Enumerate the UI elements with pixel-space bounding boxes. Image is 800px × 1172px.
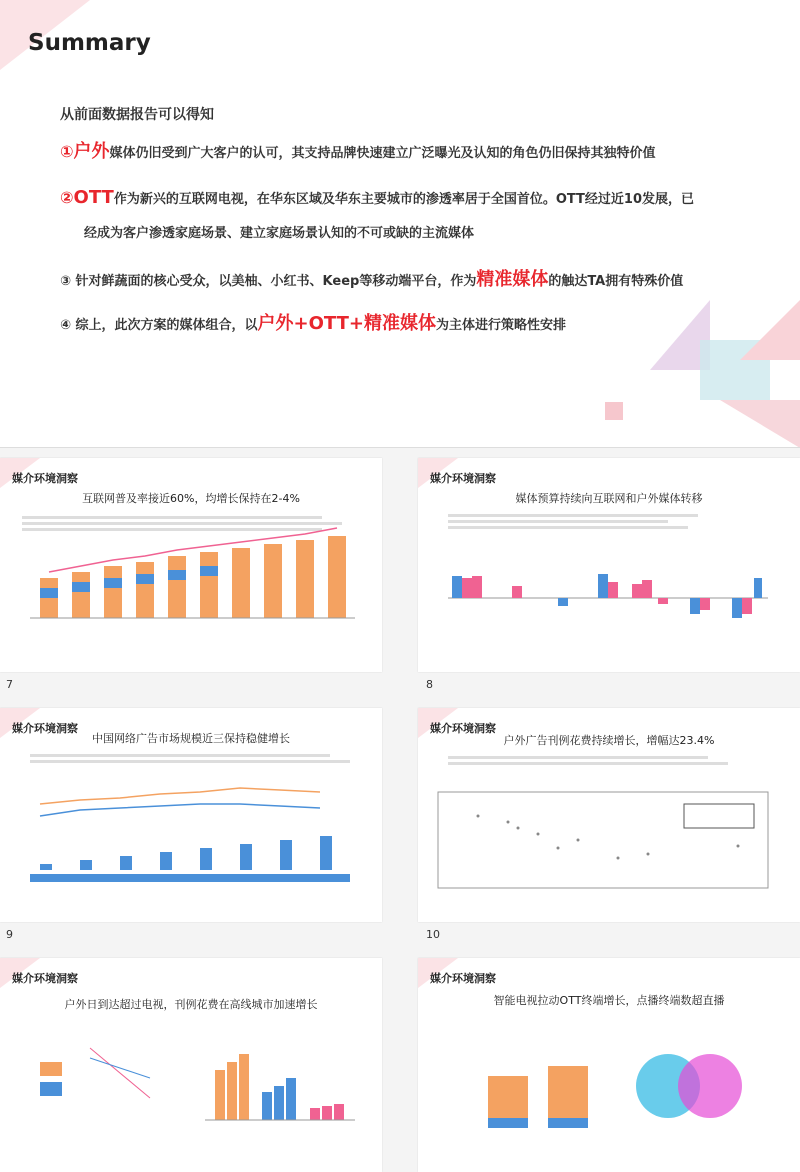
- mini-scatter-chart: [418, 708, 800, 922]
- slide-number: 8: [426, 678, 433, 691]
- slide-number: 7: [6, 678, 13, 691]
- point-2-cont: 经成为客户渗透家庭场景、建立家庭场景认知的不可或缺的主流媒体: [84, 226, 475, 241]
- decor-shape: [605, 402, 623, 420]
- slide-grid: [0, 450, 800, 1172]
- slide-title: 互联网普及率接近60%，均增长保持在2-4%: [82, 492, 300, 505]
- slide-title: 智能电视拉动OTT终端增长，点播终端数超直播: [493, 994, 725, 1007]
- slide-title: 户外广告刊例花费持续增长，增幅达23.4%: [503, 734, 715, 747]
- mini-bar-chart: [0, 958, 382, 1172]
- slide-title: 中国网络广告市场规模近三保持稳健增长: [92, 732, 290, 745]
- slide-thumbnail[interactable]: [418, 708, 800, 922]
- slide-title: 户外日到达超过电视，刊例花费在高线城市加速增长: [64, 998, 318, 1011]
- slide-thumbnail[interactable]: [0, 958, 382, 1172]
- summary-slide: [0, 0, 800, 448]
- slide-number: 10: [426, 928, 440, 941]
- slide-thumbnail[interactable]: [418, 958, 800, 1172]
- slide-title: 媒体预算持续向互联网和户外媒体转移: [515, 492, 703, 505]
- mini-bar-chart: [418, 958, 800, 1172]
- slide-header: 媒介环境洞察: [430, 722, 496, 735]
- point-4: ④ 综上，此次方案的媒体组合，以户外+OTT+精准媒体为主体进行策略性安排: [60, 313, 566, 334]
- slide-header: 媒介环境洞察: [430, 972, 496, 985]
- slide-header: 媒介环境洞察: [12, 472, 78, 485]
- mini-bar-chart: [418, 458, 800, 672]
- mini-bar-chart: [0, 708, 382, 922]
- point-3: ③ 针对鲜蔬面的核心受众，以美柚、小红书、Keep等移动端平台，作为精准媒体的触达TA拥有特殊价值: [60, 269, 684, 290]
- summary-subtitle: 从前面数据报告可以得知: [60, 107, 214, 123]
- slide-thumbnail[interactable]: [0, 708, 382, 922]
- slide-header: 媒介环境洞察: [12, 972, 78, 985]
- slide-header: 媒介环境洞察: [12, 722, 78, 735]
- slide-number: 9: [6, 928, 13, 941]
- point-1: ①户外媒体仍旧受到广大客户的认可，其支持品牌快速建立广泛曝光及认知的角色仍旧保持其独特价值: [60, 141, 656, 162]
- page-title: Summary: [28, 30, 151, 56]
- slide-header: 媒介环境洞察: [430, 472, 496, 485]
- slide-thumbnail[interactable]: [0, 458, 382, 672]
- point-2: ②OTT作为新兴的互联网电视，在华东区域及华东主要城市的渗透率居于全国首位。OTT经过近10发展，已: [60, 187, 695, 208]
- mini-bar-chart: [0, 458, 382, 672]
- decor-shape: [720, 400, 800, 448]
- slide-thumbnail[interactable]: [418, 458, 800, 672]
